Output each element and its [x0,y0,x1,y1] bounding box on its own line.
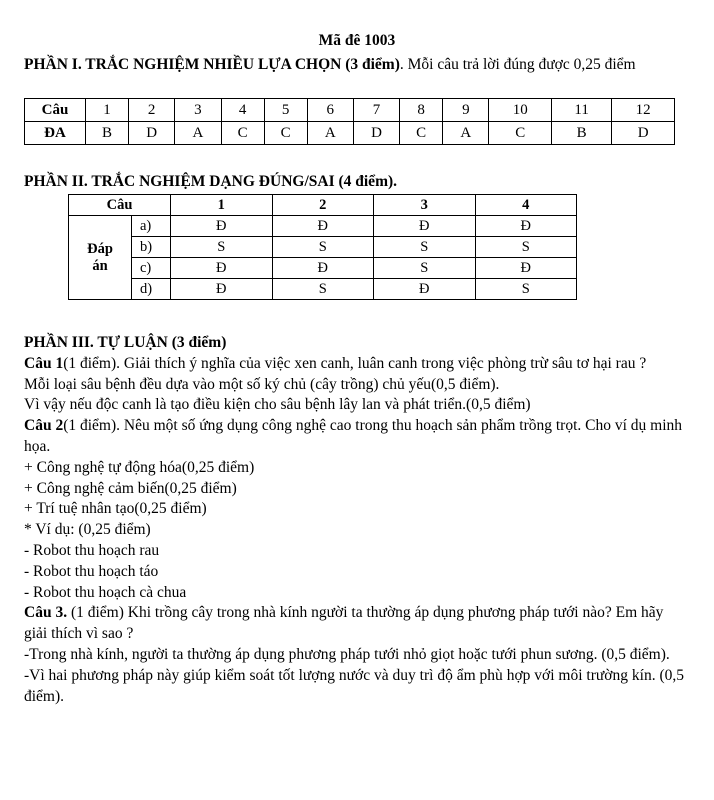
q1-answer-line: Mỗi loại sâu bệnh đều dựa vào một số ký chủ (cây trồng) chủ yếu(0,5 điểm). [24,375,500,393]
q3-label: Câu 3. [24,604,68,622]
q3-text: (1 điểm) Khi trồng cây trong nhà kính người ta thường áp dụng phương pháp tưới nào? Em hãy giải thích vì sao ? [24,604,664,643]
part1-answer-cell: C [264,122,307,145]
part1-question-cell: 11 [551,99,611,122]
part1-answer-cell: D [353,122,399,145]
part2-answer-cell: Đ [374,279,476,300]
part2-answer-table [68,194,577,300]
q1-answer-line: Vì vậy nếu độc canh là tạo điều kiện cho sâu bệnh lây lan và phát triển.(0,5 điểm) [24,396,531,414]
part2-question-cell: 4 [475,195,577,216]
q2-answer-line: + Công nghệ cảm biến(0,25 điểm) [24,479,237,497]
part1-answer-table [24,98,675,145]
part2-answer-cell: S [171,237,273,258]
part2-answer-cell: S [475,237,577,258]
part1-answer-cell: C [221,122,264,145]
q3-answer-line: -Trong nhà kính, người ta thường áp dụng phương pháp tưới nhỏ giọt hoặc tưới phun sương. (0,5 điểm). [24,645,670,663]
part2-row-a [69,216,577,237]
part1-question-cell: 9 [443,99,489,122]
part2-answer-cell: S [272,237,374,258]
part2-answer-cell: S [475,279,577,300]
part1-answer-cell: C [400,122,443,145]
part1-question-row [25,99,675,122]
part2-row-c [69,258,577,279]
part2-answer-cell: S [374,258,476,279]
part1-question-cell: 5 [264,99,307,122]
part2-heading: PHẦN II. TRẮC NGHIỆM DẠNG ĐÚNG/SAI (4 điểm). [24,173,398,190]
part1-question-cell: 3 [175,99,221,122]
part3-section [24,333,684,707]
part1-answer-cell: B [551,122,611,145]
part2-sub-label: d) [132,279,171,300]
q2-answer-line: - Robot thu hoạch rau [24,541,160,559]
part1-answer-label: ĐA [25,122,86,145]
part1-heading-rest: . Mỗi câu trả lời đúng được 0,25 điểm [399,56,636,73]
part2-answer-cell: Đ [475,258,577,279]
part2-answer-cell: Đ [475,216,577,237]
part2-row-header-line2: án [92,257,108,274]
part1-question-cell: 8 [400,99,443,122]
q2-text: (1 điểm). Nêu một số ứng dụng công nghệ cao trong thu hoạch sản phẩm trồng trọt. Cho ví dụ minh họa. [24,417,683,455]
part1-heading-bold: PHẦN I. TRẮC NGHIỆM NHIỀU LỰA CHỌN (3 điểm) [24,56,400,73]
q2-answer-line: + Công nghệ tự động hóa(0,25 điểm) [24,458,255,476]
q1-text: (1 điểm). Giải thích ý nghĩa của việc xen canh, luân canh trong việc phòng trừ sâu tơ hại rau ? [63,354,647,372]
q1-label: Câu 1 [24,354,64,372]
part2-question-cell: 1 [171,195,273,216]
part1-question-cell: 4 [221,99,264,122]
part2-row-d [69,279,577,300]
part1-answer-cell: A [175,122,221,145]
q2-label: Câu 2 [24,417,64,435]
part2-question-cell: 2 [272,195,374,216]
exam-code-title: Mã đê 1003 [318,32,396,49]
part1-answer-cell: D [129,122,175,145]
part1-question-cell: 2 [129,99,175,122]
part2-question-cell: 3 [374,195,476,216]
part2-col-header: Câu [69,195,171,216]
part1-answer-cell: B [86,122,129,145]
part1-question-cell: 1 [86,99,129,122]
part1-answer-cell: A [307,122,353,145]
part2-answer-cell: S [272,279,374,300]
part3-heading: PHẦN III. TỰ LUẬN (3 điểm) [24,334,227,351]
part2-row-header-line1: Đáp [87,240,113,257]
part2-answer-cell: Đ [171,279,273,300]
q3-answer-line: -Vì hai phương pháp này giúp kiểm soát tốt lượng nước và duy trì độ ẩm phù hợp với môi trường kín. (0,5 điểm). [24,666,684,705]
q2-answer-line: - Robot thu hoạch cà chua [24,583,187,601]
part1-question-cell: 12 [612,99,675,122]
q2-prompt [24,416,684,458]
part1-heading [24,55,689,75]
part2-answer-cell: S [374,237,476,258]
part2-answer-cell: Đ [171,258,273,279]
q2-answer-line: - Robot thu hoạch táo [24,562,159,580]
part2-sub-label: a) [132,216,171,237]
part1-question-cell: 10 [489,99,552,122]
part1-answer-cell: C [489,122,552,145]
part2-row-b [69,237,577,258]
part2-sub-label: c) [132,258,171,279]
part2-header-row [69,195,577,216]
q3-prompt [24,603,684,645]
part1-question-label: Câu [25,99,86,122]
part1-answer-row [25,122,675,145]
part1-answer-cell: A [443,122,489,145]
part2-answer-cell: Đ [374,216,476,237]
part1-question-cell: 7 [353,99,399,122]
part1-answer-cell: D [612,122,675,145]
part2-answer-cell: Đ [272,258,374,279]
q2-answer-line: + Trí tuệ nhân tạo(0,25 điểm) [24,500,207,518]
part2-sub-label: b) [132,237,171,258]
q1-prompt [24,354,684,375]
part2-answer-cell: Đ [272,216,374,237]
q2-answer-line: * Ví dụ: (0,25 điểm) [24,521,151,539]
part1-question-cell: 6 [307,99,353,122]
part2-answer-cell: Đ [171,216,273,237]
part2-row-header [69,216,132,300]
